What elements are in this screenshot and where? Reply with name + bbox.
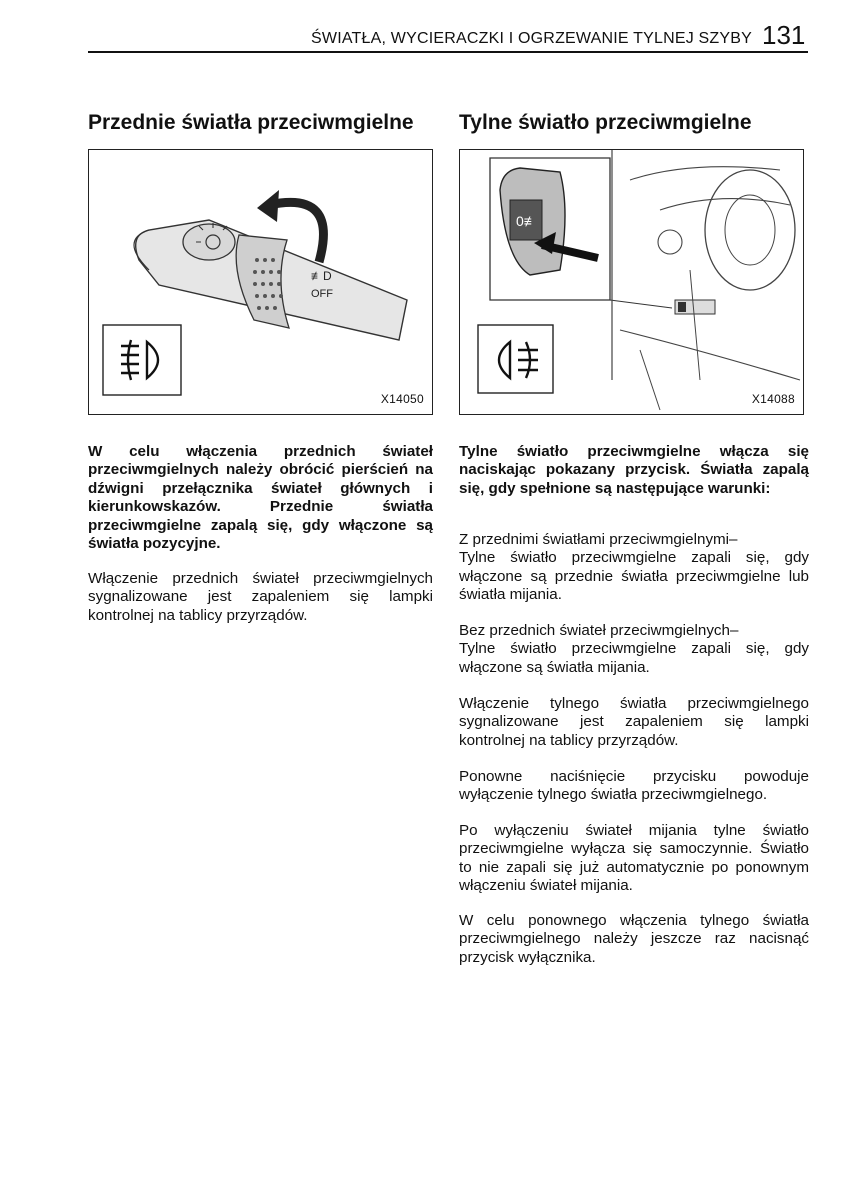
front-fog-icon-box xyxy=(103,325,181,395)
dashboard-switch-illustration xyxy=(460,150,803,414)
rear-fog-intro: Tylne światło przeciwmgielne włącza się naciskając pokazany przycisk. Światła zapalą się, gdy spełnione są następujące warunki: xyxy=(459,443,809,497)
condition-2-heading: Bez przednich świateł przeciwmgielnych– xyxy=(459,622,739,639)
condition-1-heading: Z przednimi światłami przeciwmgielnymi– xyxy=(459,531,738,548)
rear-fog-off-paragraph: Ponowne naciśnięcie przycisku powoduje wyłączenie tylnego światła przeciwmgielnego. xyxy=(459,768,809,804)
front-fog-section-title: Przednie światła przeciwmgielne xyxy=(88,111,414,134)
header-rule xyxy=(88,51,808,53)
rear-fog-condition-1 xyxy=(459,531,809,605)
front-fog-intro: W celu włączenia przednich świateł przeciwmgielnych należy obrócić pierścień na dźwigni przełącznika świateł głównych i kierunkowskazów. Przednie światła przeciwmgielne zapalą się, gdy włączone są światła pozycyjne. xyxy=(88,443,433,553)
rear-fog-reenable-paragraph: W celu ponownego włączenia tylnego światła przeciwmgielnego należy jeszcze raz nacisnąć przycisk wyłącznika. xyxy=(459,912,809,966)
front-fog-figure xyxy=(88,149,433,415)
svg-text:≢D: ≢D xyxy=(311,269,332,283)
front-fog-body: Włączenie przednich świateł przeciwmgielnych sygnalizowane jest zapaleniem się lampki kontrolnej na tablicy przyrządów. xyxy=(88,570,433,624)
figure-id: X14088 xyxy=(751,392,795,406)
rear-fog-icon-box xyxy=(478,325,553,393)
condition-2-text: Tylne światło przeciwmgielne zapali się, gdy włączone są światła mijania. xyxy=(459,640,809,676)
rear-fog-auto-off-paragraph: Po wyłączeniu świateł mijania tylne światło przeciwmgielne wyłącza się samoczynnie. Światło to nie zapali się już automatycznie po ponownym włączeniu świateł mijania. xyxy=(459,822,809,895)
rear-fog-section-title: Tylne światło przeciwmgielne xyxy=(459,111,752,134)
off-label: OFF xyxy=(311,288,333,300)
rear-fog-condition-2 xyxy=(459,622,809,677)
rear-fog-figure xyxy=(459,149,804,415)
condition-1-text: Tylne światło przeciwmgielne zapali się, gdy włączone są przednie światła przeciwmgielne lub światła mijania. xyxy=(459,549,809,604)
combination-switch-illustration xyxy=(89,150,432,414)
figure-id: X14050 xyxy=(380,392,424,406)
page-number: 131 xyxy=(762,20,806,50)
running-header: ŚWIATŁA, WYCIERACZKI I OGRZEWANIE TYLNEJ SZYBY xyxy=(311,30,752,47)
svg-text:0≢: 0≢ xyxy=(516,213,538,229)
rear-fog-indicator-paragraph: Włączenie tylnego światła przeciwmgielnego sygnalizowane jest zapaleniem się lampki kontrolnej na tablicy przyrządów. xyxy=(459,695,809,749)
